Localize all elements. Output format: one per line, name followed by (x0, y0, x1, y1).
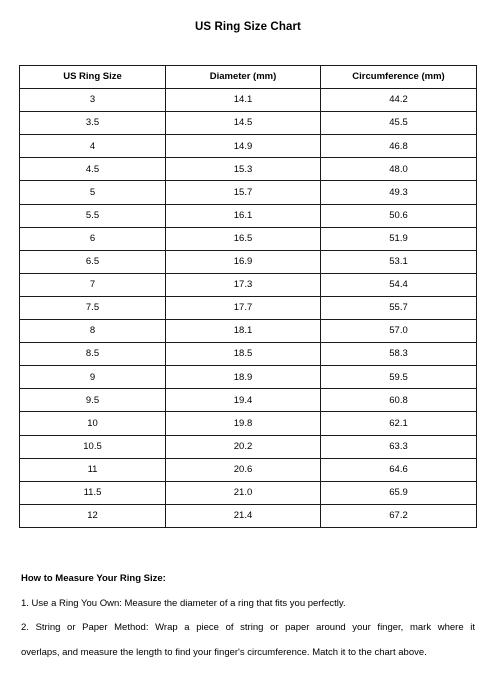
cell-ring-size: 7.5 (20, 296, 166, 319)
column-header-circumference: Circumference (mm) (321, 66, 477, 89)
cell-circumference: 65.9 (321, 481, 477, 504)
cell-circumference: 53.1 (321, 250, 477, 273)
cell-circumference: 51.9 (321, 227, 477, 250)
cell-diameter: 14.9 (166, 135, 321, 158)
cell-ring-size: 7 (20, 273, 166, 296)
cell-circumference: 50.6 (321, 204, 477, 227)
table-row (20, 112, 477, 135)
cell-diameter: 19.4 (166, 389, 321, 412)
cell-circumference: 64.6 (321, 458, 477, 481)
cell-diameter: 14.5 (166, 112, 321, 135)
cell-ring-size: 9 (20, 366, 166, 389)
table-row (20, 458, 477, 481)
cell-diameter: 17.7 (166, 296, 321, 319)
table-row (20, 89, 477, 112)
cell-circumference: 62.1 (321, 412, 477, 435)
cell-circumference: 55.7 (321, 296, 477, 319)
cell-diameter: 18.9 (166, 366, 321, 389)
cell-ring-size: 9.5 (20, 389, 166, 412)
table-row (20, 181, 477, 204)
instruction-step-2-line-1: 2. String or Paper Method: Wrap a piece of string or paper around your finger, mark where it (21, 622, 475, 633)
table-row (20, 227, 477, 250)
cell-diameter: 14.1 (166, 89, 321, 112)
table-row (20, 204, 477, 227)
cell-circumference: 59.5 (321, 366, 477, 389)
cell-diameter: 21.4 (166, 504, 321, 527)
measure-instructions (21, 567, 475, 665)
cell-ring-size: 8.5 (20, 343, 166, 366)
table-row (20, 504, 477, 527)
cell-circumference: 46.8 (321, 135, 477, 158)
cell-diameter: 16.1 (166, 204, 321, 227)
instructions-heading: How to Measure Your Ring Size: (21, 573, 166, 584)
cell-circumference: 44.2 (321, 89, 477, 112)
cell-diameter: 16.9 (166, 250, 321, 273)
cell-ring-size: 10 (20, 412, 166, 435)
table-row (20, 412, 477, 435)
cell-diameter: 20.2 (166, 435, 321, 458)
table-row (20, 250, 477, 273)
cell-circumference: 57.0 (321, 320, 477, 343)
cell-ring-size: 3 (20, 89, 166, 112)
table-row (20, 389, 477, 412)
cell-diameter: 18.1 (166, 320, 321, 343)
cell-ring-size: 5 (20, 181, 166, 204)
cell-circumference: 58.3 (321, 343, 477, 366)
cell-diameter: 15.3 (166, 158, 321, 181)
cell-diameter: 17.3 (166, 273, 321, 296)
table-row (20, 481, 477, 504)
cell-ring-size: 8 (20, 320, 166, 343)
instruction-step-2-line-2: overlaps, and measure the length to find your finger's circumference. Match it to the chart above. (21, 646, 427, 658)
cell-ring-size: 6 (20, 227, 166, 250)
table-body (20, 89, 477, 528)
table-header-row (20, 66, 477, 89)
cell-ring-size: 11.5 (20, 481, 166, 504)
ring-size-table (19, 65, 477, 528)
cell-diameter: 20.6 (166, 458, 321, 481)
cell-ring-size: 5.5 (20, 204, 166, 227)
table-row (20, 366, 477, 389)
cell-ring-size: 12 (20, 504, 166, 527)
cell-ring-size: 6.5 (20, 250, 166, 273)
cell-circumference: 45.5 (321, 112, 477, 135)
cell-diameter: 21.0 (166, 481, 321, 504)
cell-diameter: 15.7 (166, 181, 321, 204)
cell-circumference: 49.3 (321, 181, 477, 204)
page-title: US Ring Size Chart (195, 21, 301, 33)
column-header-ring-size: US Ring Size (20, 66, 166, 89)
cell-diameter: 18.5 (166, 343, 321, 366)
table-row (20, 320, 477, 343)
cell-ring-size: 11 (20, 458, 166, 481)
table-row (20, 135, 477, 158)
table-row (20, 296, 477, 319)
cell-diameter: 19.8 (166, 412, 321, 435)
table-row (20, 343, 477, 366)
cell-circumference: 63.3 (321, 435, 477, 458)
cell-circumference: 67.2 (321, 504, 477, 527)
cell-ring-size: 4 (20, 135, 166, 158)
cell-diameter: 16.5 (166, 227, 321, 250)
cell-circumference: 60.8 (321, 389, 477, 412)
cell-ring-size: 3.5 (20, 112, 166, 135)
table-row (20, 158, 477, 181)
instruction-step-1: 1. Use a Ring You Own: Measure the diameter of a ring that fits you perfectly. (21, 597, 346, 609)
cell-circumference: 54.4 (321, 273, 477, 296)
table-row (20, 435, 477, 458)
cell-ring-size: 10.5 (20, 435, 166, 458)
column-header-diameter: Diameter (mm) (166, 66, 321, 89)
cell-circumference: 48.0 (321, 158, 477, 181)
cell-ring-size: 4.5 (20, 158, 166, 181)
table-row (20, 273, 477, 296)
